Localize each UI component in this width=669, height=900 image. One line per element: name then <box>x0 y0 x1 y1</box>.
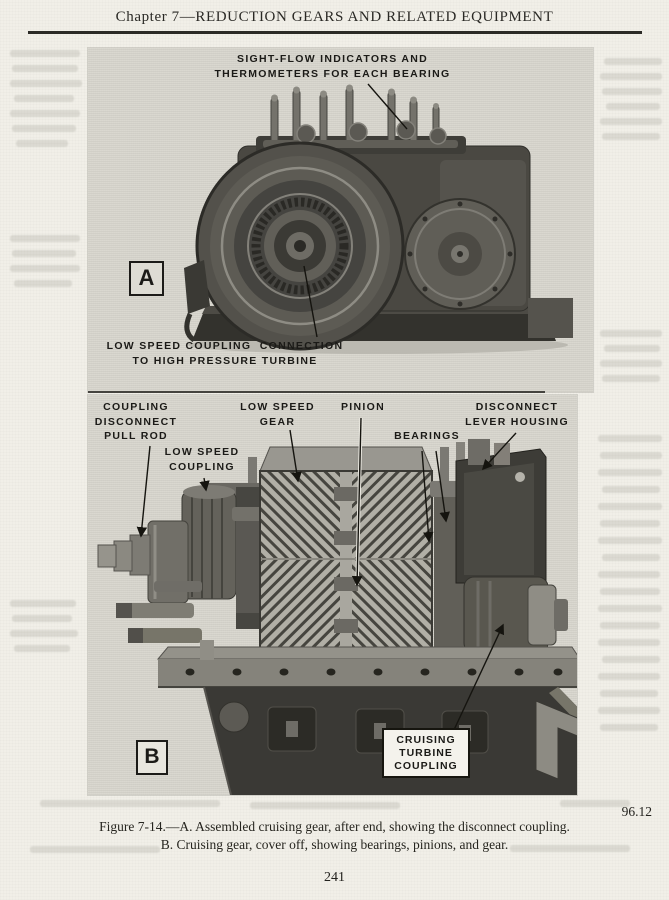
callout-sight-flow-indicators: SIGHT-FLOW INDICATORS AND THERMOMETERS FOR EACH BEARING <box>214 53 451 80</box>
callout-low-speed-gear: LOW SPEED GEAR <box>240 401 315 428</box>
panel-divider <box>88 391 545 393</box>
panel-letter-a: A <box>129 261 164 296</box>
page-number: 241 <box>324 870 345 885</box>
bleed-through-mark <box>250 802 400 809</box>
bleed-through-mark <box>12 125 76 132</box>
bleed-through-mark <box>14 95 74 102</box>
bleed-through-mark <box>604 58 662 65</box>
bleed-through-mark <box>10 80 82 87</box>
bleed-through-mark <box>16 140 68 147</box>
bleed-through-mark <box>598 469 662 476</box>
bleed-through-mark <box>14 280 72 287</box>
bleed-through-mark <box>598 571 660 578</box>
bleed-through-mark <box>598 605 662 612</box>
bleed-through-mark <box>602 486 660 493</box>
bleed-through-mark <box>602 554 660 561</box>
callout-low-speed-coupling-connection: LOW SPEED COUPLING CONNECTION TO HIGH PRESSURE TURBINE <box>106 340 344 367</box>
bleed-through-mark <box>598 707 660 714</box>
header-rule <box>28 31 642 34</box>
callout-coupling-disconnect-pull-rod: COUPLING DISCONNECT PULL ROD <box>94 401 178 442</box>
bleed-through-mark <box>600 360 662 367</box>
figure-caption-line1: Figure 7-14.—A. Assembled cruising gear, after end, showing the disconnect coupling. <box>99 819 570 834</box>
bleed-through-mark <box>602 375 660 382</box>
panel-letter-b: B <box>136 740 168 775</box>
bleed-through-mark <box>600 118 662 125</box>
bleed-through-mark <box>10 110 80 117</box>
bleed-through-mark <box>510 845 630 852</box>
bleed-through-mark <box>12 250 76 257</box>
bleed-through-mark <box>598 537 662 544</box>
bleed-through-mark <box>10 265 80 272</box>
bleed-through-mark <box>30 846 160 853</box>
bleed-through-mark <box>600 73 662 80</box>
bleed-through-mark <box>40 800 220 807</box>
bleed-through-mark <box>600 622 660 629</box>
chapter-header: Chapter 7—REDUCTION GEARS AND RELATED EQUIPMENT <box>115 9 554 25</box>
bleed-through-mark <box>600 690 658 697</box>
bleed-through-mark <box>598 435 662 442</box>
bleed-through-mark <box>598 639 660 646</box>
bleed-through-mark <box>12 615 72 622</box>
bleed-through-mark <box>600 588 660 595</box>
bleed-through-mark <box>12 65 78 72</box>
bleed-through-mark <box>10 50 80 57</box>
bleed-through-mark <box>602 133 660 140</box>
bleed-through-mark <box>10 630 78 637</box>
bleed-through-mark <box>602 88 662 95</box>
bleed-through-mark <box>600 520 660 527</box>
bleed-through-mark <box>598 503 662 510</box>
callout-low-speed-coupling: LOW SPEED COUPLING <box>164 446 240 473</box>
figure-caption-line2: B. Cruising gear, cover off, showing bearings, pinions, and gear. <box>160 837 509 852</box>
bleed-through-mark <box>600 724 658 731</box>
callout-bearings: BEARINGS <box>394 430 460 442</box>
bleed-through-mark <box>606 103 660 110</box>
figure-reference-number: 96.12 <box>621 804 652 819</box>
bleed-through-mark <box>602 656 660 663</box>
callout-disconnect-lever-housing: DISCONNECT LEVER HOUSING <box>465 401 569 428</box>
bleed-through-mark <box>10 235 80 242</box>
bleed-through-mark <box>560 800 630 807</box>
callout-pinion: PINION <box>341 401 385 413</box>
bleed-through-mark <box>600 330 662 337</box>
bleed-through-mark <box>600 452 662 459</box>
bleed-through-mark <box>10 600 76 607</box>
bleed-through-mark <box>598 673 660 680</box>
bleed-through-mark <box>14 645 70 652</box>
callout-cruising-turbine-coupling: CRUISING TURBINE COUPLING <box>382 728 470 778</box>
bleed-through-mark <box>604 345 660 352</box>
